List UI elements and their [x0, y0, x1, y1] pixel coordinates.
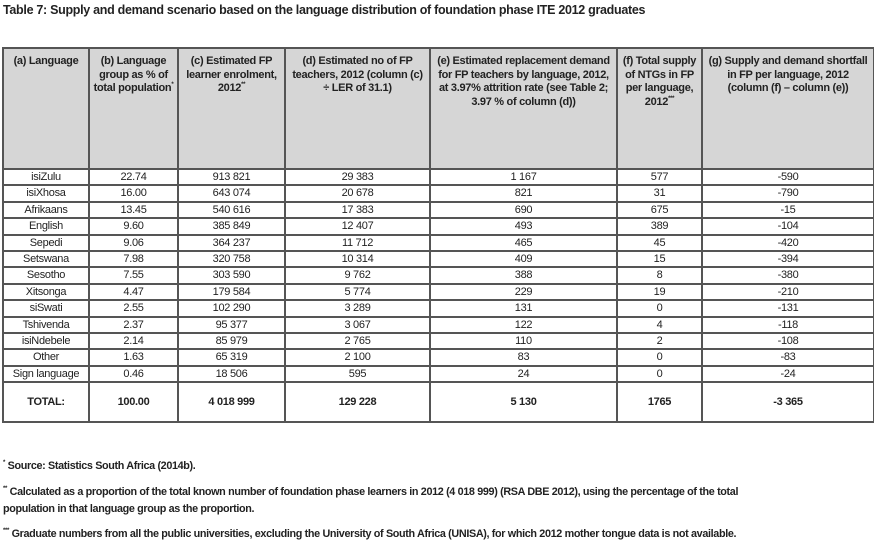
table-cell: -24 [702, 366, 874, 382]
table-cell: 320 758 [178, 251, 285, 267]
footnote-text: Calculated as a proportion of the total known number of foundation phase learners in 2012 (4 018 999) (RSA DBE 2012), using the percentage of the total [6, 486, 739, 498]
footnote-text: Source: Statistics South Africa (2014b). [5, 460, 196, 472]
table-cell: 9.06 [89, 235, 178, 251]
column-header-text: (f) Total supply of NTGs in FP per language, 2012 [622, 55, 697, 108]
table-cell: 179 584 [178, 284, 285, 300]
table-cell: 2.37 [89, 317, 178, 333]
table-cell: 2 100 [285, 349, 430, 365]
table-cell: -210 [702, 284, 874, 300]
table-cell: 83 [430, 349, 617, 365]
table-cell: 9.60 [89, 218, 178, 234]
table-cell: Afrikaans [3, 202, 89, 218]
total-cell: TOTAL: [3, 382, 89, 422]
column-header [702, 48, 874, 169]
table-cell: Xitsonga [3, 284, 89, 300]
column-header [178, 48, 285, 169]
total-cell: 4 018 999 [178, 382, 285, 422]
table-row [3, 185, 874, 201]
table-cell: 2 [617, 333, 702, 349]
table-cell: 675 [617, 202, 702, 218]
table-cell: 2.55 [89, 300, 178, 316]
table-cell: 690 [430, 202, 617, 218]
table-cell: -131 [702, 300, 874, 316]
table-cell: 409 [430, 251, 617, 267]
table-cell: 122 [430, 317, 617, 333]
table-cell: Sign language [3, 366, 89, 382]
table-cell: isiZulu [3, 169, 89, 185]
column-header-text: (e) Estimated replacement demand for FP teachers by language, 2012, at 3.97% attrition rate (see Table 2; 3.97 % of column (d)) [437, 55, 610, 108]
table-cell: 19 [617, 284, 702, 300]
column-header [89, 48, 178, 169]
footnote-text: population in that language group as the proportion. [3, 503, 255, 515]
table-title: Table 7: Supply and demand scenario based on the language distribution of foundation phase ITE 2012 graduates [3, 3, 646, 17]
table-cell: 7.55 [89, 267, 178, 283]
total-cell: 100.00 [89, 382, 178, 422]
table-cell: Sesotho [3, 267, 89, 283]
column-header [617, 48, 702, 169]
table-cell: -104 [702, 218, 874, 234]
column-header [3, 48, 89, 169]
table-cell: 95 377 [178, 317, 285, 333]
table-cell: 9 762 [285, 267, 430, 283]
table-cell: 13.45 [89, 202, 178, 218]
table-cell: -590 [702, 169, 874, 185]
table-cell: 11 712 [285, 235, 430, 251]
table-cell: 388 [430, 267, 617, 283]
footnote-mark: *** [668, 95, 675, 102]
column-header-text: (c) Estimated FP learner enrolment, 2012 [186, 55, 277, 94]
table-cell: 3 067 [285, 317, 430, 333]
table-cell: 465 [430, 235, 617, 251]
footnote-mark: *** [3, 528, 9, 534]
table-cell: -108 [702, 333, 874, 349]
table-cell: 389 [617, 218, 702, 234]
footnote-2-cont [3, 503, 254, 515]
table-row [3, 267, 874, 283]
table-row [3, 366, 874, 382]
table-cell: 85 979 [178, 333, 285, 349]
table-cell: 10 314 [285, 251, 430, 267]
column-header [430, 48, 617, 169]
table-cell: 12 407 [285, 218, 430, 234]
table-cell: 4 [617, 317, 702, 333]
table-cell: 364 237 [178, 235, 285, 251]
table-cell: 65 319 [178, 349, 285, 365]
table-cell: 7.98 [89, 251, 178, 267]
table-cell: 31 [617, 185, 702, 201]
table-cell: 0 [617, 349, 702, 365]
table-cell: 15 [617, 251, 702, 267]
table-cell: 110 [430, 333, 617, 349]
total-cell: -3 365 [702, 382, 874, 422]
table-row [3, 284, 874, 300]
table-cell: 540 616 [178, 202, 285, 218]
table-cell: 577 [617, 169, 702, 185]
table-cell: isiNdebele [3, 333, 89, 349]
table-cell: siSwati [3, 300, 89, 316]
table-cell: -394 [702, 251, 874, 267]
table-cell: 17 383 [285, 202, 430, 218]
table-cell: 643 074 [178, 185, 285, 201]
table-cell: 229 [430, 284, 617, 300]
table-cell: 2 765 [285, 333, 430, 349]
table-row [3, 317, 874, 333]
table-row [3, 169, 874, 185]
table-row [3, 349, 874, 365]
table-cell: -118 [702, 317, 874, 333]
table-cell: Sepedi [3, 235, 89, 251]
footnote-3 [3, 528, 736, 540]
footnote-1 [3, 460, 195, 472]
table-cell: 8 [617, 267, 702, 283]
footnote-mark: ** [3, 486, 7, 492]
table-cell: 5 774 [285, 284, 430, 300]
table-row [3, 218, 874, 234]
footnote-mark: ** [241, 82, 246, 88]
footnote-text: Graduate numbers from all the public universities, excluding the University of South Africa (UNISA), for which 2012 mother tongue data is not available. [8, 528, 737, 540]
table-cell: English [3, 218, 89, 234]
table-cell: 0.46 [89, 366, 178, 382]
footnote-mark: * [3, 460, 5, 466]
table-cell: 493 [430, 218, 617, 234]
table-cell: 2.14 [89, 333, 178, 349]
table-cell: 3 289 [285, 300, 430, 316]
supply-demand-table [2, 47, 874, 423]
total-cell: 129 228 [285, 382, 430, 422]
table-cell: 131 [430, 300, 617, 316]
table-row [3, 251, 874, 267]
table-cell: 1 167 [430, 169, 617, 185]
table-cell: 20 678 [285, 185, 430, 201]
table-cell: 22.74 [89, 169, 178, 185]
column-header-text: (g) Supply and demand shortfall in FP per language, 2012 (column (f) – column (e)) [708, 55, 868, 94]
table-cell: Setswana [3, 251, 89, 267]
table-cell: -380 [702, 267, 874, 283]
table-row [3, 202, 874, 218]
table-cell: 1.63 [89, 349, 178, 365]
table-cell: 29 383 [285, 169, 430, 185]
table-row [3, 300, 874, 316]
table-cell: 595 [285, 366, 430, 382]
table-cell: -420 [702, 235, 874, 251]
table-cell: 913 821 [178, 169, 285, 185]
table-cell: isiXhosa [3, 185, 89, 201]
header-row [3, 48, 874, 169]
table-cell: Tshivenda [3, 317, 89, 333]
table-cell: 821 [430, 185, 617, 201]
table-cell: 18 506 [178, 366, 285, 382]
column-header [285, 48, 430, 169]
column-header-text: (d) Estimated no of FP teachers, 2012 (column (c) ÷ LER of 31.1) [292, 55, 423, 94]
total-row [3, 382, 874, 422]
table-cell: 385 849 [178, 218, 285, 234]
column-header-text: (a) Language [13, 55, 79, 67]
total-cell: 5 130 [430, 382, 617, 422]
table-cell: 102 290 [178, 300, 285, 316]
table-cell: 0 [617, 366, 702, 382]
total-cell: 1765 [617, 382, 702, 422]
table-row [3, 235, 874, 251]
footnote-2 [3, 486, 738, 498]
table-cell: 16.00 [89, 185, 178, 201]
table-cell: 45 [617, 235, 702, 251]
table-row [3, 333, 874, 349]
footnote-mark: * [171, 82, 174, 88]
table-cell: 4.47 [89, 284, 178, 300]
table-cell: 0 [617, 300, 702, 316]
column-header-text: (b) Language group as % of total population [93, 55, 172, 94]
table-cell: -83 [702, 349, 874, 365]
table-cell: 24 [430, 366, 617, 382]
table-cell: -790 [702, 185, 874, 201]
table-cell: -15 [702, 202, 874, 218]
table-cell: Other [3, 349, 89, 365]
table-cell: 303 590 [178, 267, 285, 283]
